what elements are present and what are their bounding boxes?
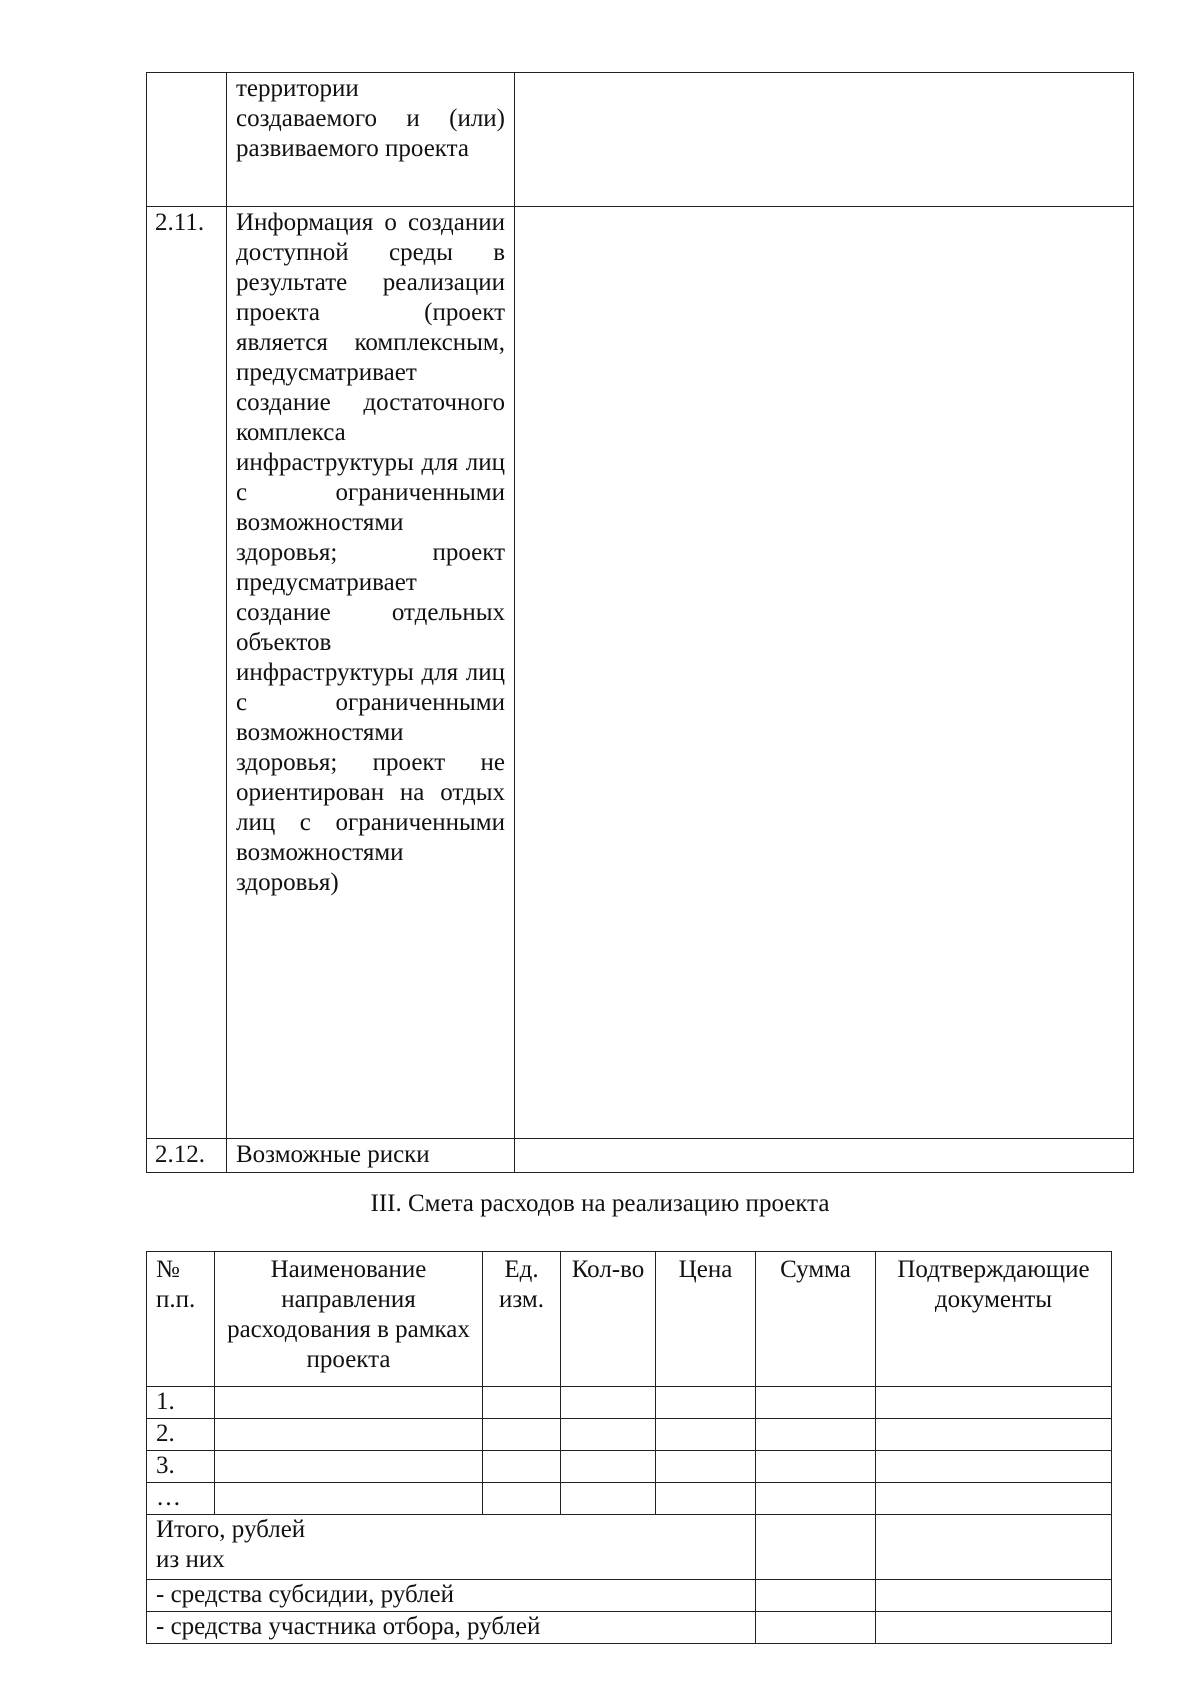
subsidy-row <box>147 1580 1112 1612</box>
cell-unit[interactable] <box>483 1451 561 1483</box>
table-row <box>147 1451 1112 1483</box>
cell-price[interactable] <box>656 1387 756 1419</box>
row-number: … <box>147 1483 215 1515</box>
project-info-table <box>146 72 1134 1173</box>
cell-sum[interactable] <box>756 1387 876 1419</box>
row-value-cell[interactable] <box>515 207 1134 1139</box>
participant-label: - средства участника отбора, рублей <box>147 1612 756 1644</box>
cell-unit[interactable] <box>483 1483 561 1515</box>
row-number: 3. <box>147 1451 215 1483</box>
table-header-row <box>147 1252 1112 1387</box>
row-label: Информация о создании доступной среды в результате реализации проекта (проект является комплексным, предусматривает создание достаточного комплекса инфраструктуры для лиц с ограниченными возможностями здоровья; проект предусматривает создание отдельных объектов инфраструктуры для лиц с ограниченными возможностями здоровья; проект не ориентирован на отдых лиц с ограниченными возможностями здоровья) <box>227 207 515 1139</box>
table-row <box>147 73 1134 207</box>
row-value-cell[interactable] <box>515 73 1134 207</box>
cell-qty[interactable] <box>561 1419 656 1451</box>
cell-sum[interactable] <box>756 1451 876 1483</box>
row-number: 2. <box>147 1419 215 1451</box>
header-name: Наименование направления расходования в рамках проекта <box>215 1252 483 1387</box>
table-row <box>147 1387 1112 1419</box>
total-row <box>147 1515 1112 1580</box>
cell-docs[interactable] <box>876 1419 1112 1451</box>
budget-table <box>146 1251 1112 1644</box>
header-price: Цена <box>656 1252 756 1387</box>
cell-sum[interactable] <box>756 1483 876 1515</box>
row-number: 2.12. <box>147 1139 227 1173</box>
subsidy-docs-cell[interactable] <box>876 1580 1112 1612</box>
row-number <box>147 73 227 207</box>
total-sum-cell[interactable] <box>756 1515 876 1580</box>
subsidy-sum-cell[interactable] <box>756 1580 876 1612</box>
header-qty: Кол-во <box>561 1252 656 1387</box>
total-text: Итого, рублей <box>156 1516 306 1543</box>
cell-qty[interactable] <box>561 1483 656 1515</box>
section-title: III. Смета расходов на реализацию проекта <box>370 1190 830 1217</box>
cell-price[interactable] <box>656 1419 756 1451</box>
header-num: № п.п. <box>147 1252 215 1387</box>
table-row <box>147 1419 1112 1451</box>
cell-price[interactable] <box>656 1483 756 1515</box>
header-docs: Подтверждающие документы <box>876 1252 1112 1387</box>
total-label <box>147 1515 756 1580</box>
cell-name[interactable] <box>215 1483 483 1515</box>
cell-unit[interactable] <box>483 1387 561 1419</box>
cell-name[interactable] <box>215 1451 483 1483</box>
subsidy-label: - средства субсидии, рублей <box>147 1580 756 1612</box>
cell-qty[interactable] <box>561 1387 656 1419</box>
table-row <box>147 1139 1134 1173</box>
participant-sum-cell[interactable] <box>756 1612 876 1644</box>
cell-name[interactable] <box>215 1419 483 1451</box>
cell-docs[interactable] <box>876 1451 1112 1483</box>
row-number: 1. <box>147 1387 215 1419</box>
cell-price[interactable] <box>656 1451 756 1483</box>
cell-docs[interactable] <box>876 1387 1112 1419</box>
cell-unit[interactable] <box>483 1419 561 1451</box>
participant-docs-cell[interactable] <box>876 1612 1112 1644</box>
cell-name[interactable] <box>215 1387 483 1419</box>
table-row <box>147 1483 1112 1515</box>
of-which-text: из них <box>156 1546 225 1573</box>
cell-qty[interactable] <box>561 1451 656 1483</box>
cell-docs[interactable] <box>876 1483 1112 1515</box>
row-number: 2.11. <box>147 207 227 1139</box>
participant-row <box>147 1612 1112 1644</box>
total-docs-cell[interactable] <box>876 1515 1112 1580</box>
table-row <box>147 207 1134 1139</box>
row-label: Возможные риски <box>227 1139 515 1173</box>
header-sum: Сумма <box>756 1252 876 1387</box>
row-value-cell[interactable] <box>515 1139 1134 1173</box>
header-unit: Ед. изм. <box>483 1252 561 1387</box>
cell-sum[interactable] <box>756 1419 876 1451</box>
row-label: территории создаваемого и (или) развиваемого проекта <box>227 73 515 207</box>
